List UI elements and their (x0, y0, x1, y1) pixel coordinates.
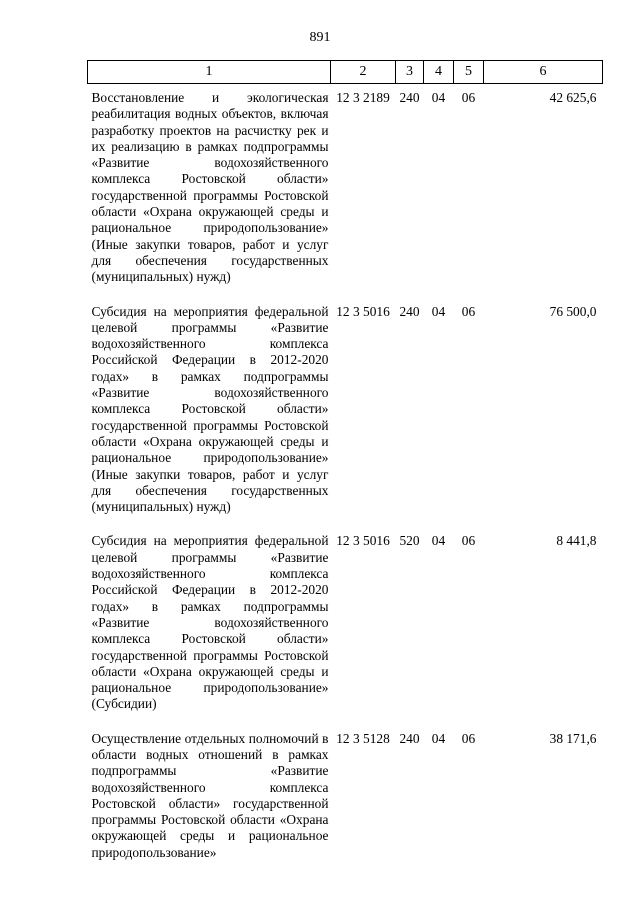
row-section: 04 (431, 730, 446, 746)
budget-table (87, 60, 603, 873)
row-description: Восстановление и экологическая реабилитация водных объектов, включая разработку проектов на расчистку рек и их реализацию в рамках подпрограммы «Развитие водохозяйственного комплекса Ростовской области» государственной программы Ростовской области «Охрана окружающей среды и рациональное природопользование» (Иные закупки товаров, работ и услуг для обеспечения государственных (муниципальных) нужд) (91, 90, 329, 285)
column-header-2: 2 (331, 61, 396, 84)
row-section: 04 (431, 303, 446, 319)
row-target-code: 12 3 5016 (336, 533, 390, 549)
row-expense-type: 240 (399, 303, 420, 319)
row-amount: 76 500,0 (549, 303, 597, 319)
table-row (88, 725, 603, 873)
table-row (88, 527, 603, 724)
row-subsection: 06 (461, 533, 476, 549)
table-header-row (88, 61, 603, 84)
row-description: Субсидия на мероприятия федеральной целевой программы «Развитие водохозяйственного комплекса Российской Федерации в 2012-2020 годах» в рамках подпрограммы «Развитие водохозяйственного комплекса Ростовской области» государственной программы Ростовской области «Охрана окружающей среды и рациональное природопользование» (Субсидии) (91, 533, 329, 712)
row-target-code: 12 3 5128 (336, 730, 390, 746)
column-header-1: 1 (88, 61, 331, 84)
row-expense-type: 240 (399, 90, 420, 105)
column-header-6: 6 (484, 61, 603, 84)
row-description: Субсидия на мероприятия федеральной целевой программы «Развитие водохозяйственного комплекса Российской Федерации в 2012-2020 годах» в рамках подпрограммы «Развитие водохозяйственного комплекса Ростовской области» государственной программы Ростовской области «Охрана окружающей среды и рациональное природопользование» (Иные закупки товаров, работ и услуг для обеспечения государственных (муниципальных) нужд) (91, 303, 329, 515)
row-subsection: 06 (461, 90, 476, 105)
page-number: 891 (309, 30, 331, 45)
row-amount: 38 171,6 (549, 730, 597, 746)
column-header-5: 5 (454, 61, 484, 84)
column-header-3: 3 (396, 61, 424, 84)
row-amount: 42 625,6 (549, 90, 597, 105)
row-subsection: 06 (461, 303, 476, 319)
table-row (88, 84, 603, 298)
table-row (88, 298, 603, 528)
row-amount: 8 441,8 (556, 533, 597, 549)
row-description: Осуществление отдельных полномочий в области водных отношений в рамках подпрограммы «Развитие водохозяйственного комплекса Ростовской области» государственной программы Ростовской области «Охрана окружающей среды и рациональное природопользование» (91, 730, 329, 860)
row-target-code: 12 3 2189 (336, 90, 390, 105)
row-target-code: 12 3 5016 (336, 303, 390, 319)
row-expense-type: 240 (399, 730, 420, 746)
column-header-4: 4 (424, 61, 454, 84)
row-expense-type: 520 (399, 533, 420, 549)
row-section: 04 (431, 533, 446, 549)
row-section: 04 (431, 90, 446, 105)
row-subsection: 06 (461, 730, 476, 746)
